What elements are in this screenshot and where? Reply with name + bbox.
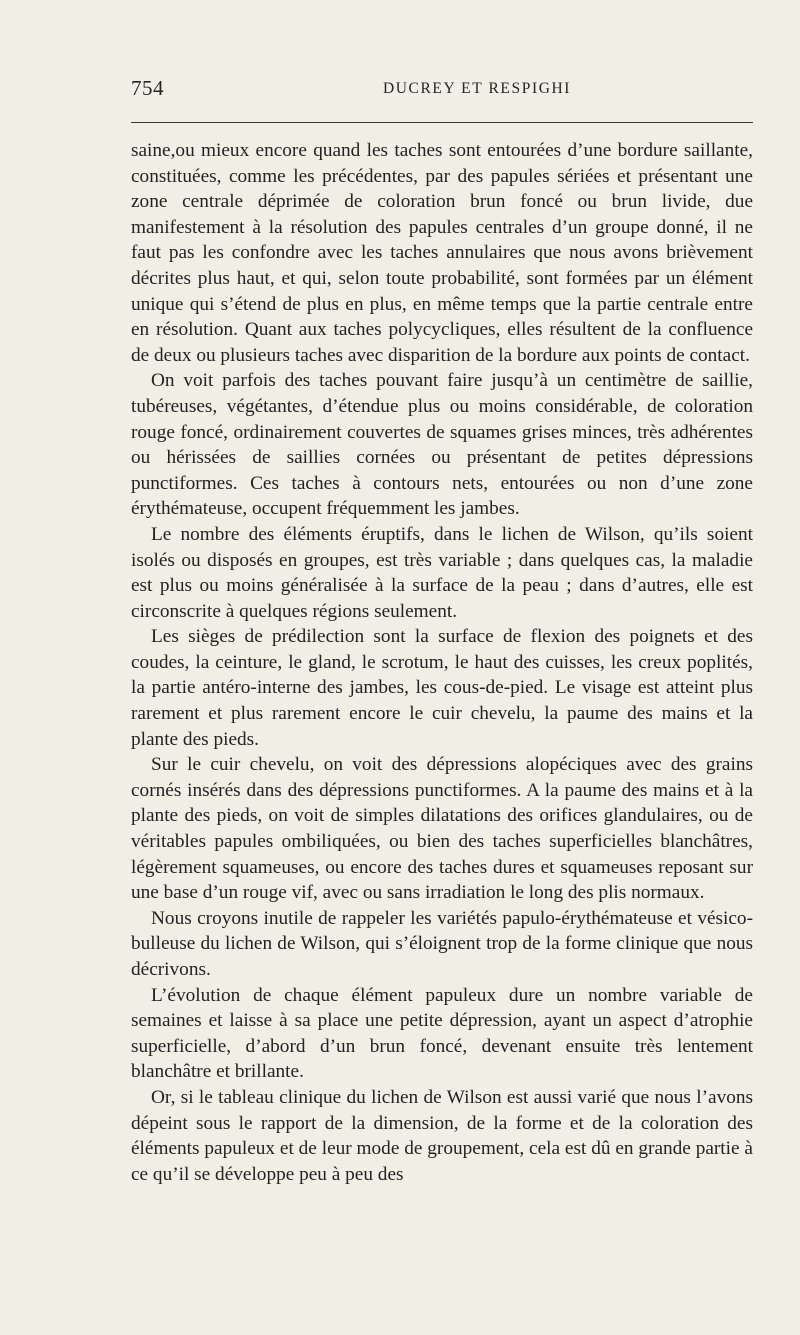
running-head: DUCREY ET RESPIGHI [382, 80, 572, 97]
paragraph: Or, si le tableau clinique du lichen de Wilson est aussi varié que nous l’avons dépeint sous le rapport de la dimension, de la forme et de la coloration des éléments papuleux et de leur mode de groupement, cela est dû en grande partie à ce qu’il se développe peu à peu des [131, 1086, 753, 1185]
page-number: 754 [131, 76, 164, 100]
paragraph: saine,ou mieux encore quand les taches sont entourées d’une bordure saillante, constituées, comme les précédentes, par des papules sériées et présentant une zone centrale déprimée de coloration brun foncé ou brun livide, due manifestement à la résolution des papules centrales d’un groupe donné, il ne faut pas les confondre avec les taches annulaires que nous avons brièvement décrites plus haut, et qui, selon toute probabilité, sont formées par un élément unique qui s’étend de plus en plus, en même temps que la partie centrale entre en résolution. Quant aux taches polycycliques, elles résultent de la confluence de deux ou plusieurs taches avec disparition de la bordure aux points de contact. [131, 140, 753, 366]
paragraph: Nous croyons inutile de rappeler les variétés papulo-érythémateuse et vésico-bulleuse du lichen de Wilson, qui s’éloignent trop de la forme clinique que nous décrivons. [131, 907, 753, 980]
body-text [131, 138, 753, 1187]
paragraph: L’évolution de chaque élément papuleux dure un nombre variable de semaines et laisse à sa place une petite dépression, ayant un aspect d’atrophie superficielle, d’abord d’un brun foncé, devenant ensuite très lentement blanchâtre et brillante. [131, 984, 753, 1083]
paragraph: On voit parfois des taches pouvant faire jusqu’à un centimètre de saillie, tubéreuses, végétantes, d’étendue plus ou moins considérable, de coloration rouge foncé, ordinairement couvertes de squames grises minces, très adhérentes ou hérissées de saillies cornées ou présentant de petites dépressions punctiformes. Ces taches à contours nets, entourées ou non d’une zone érythémateuse, occupent fréquemment les jambes. [131, 370, 753, 520]
header-rule [131, 122, 753, 123]
paragraph: Sur le cuir chevelu, on voit des dépressions alopéciques avec des grains cornés insérés dans des dépressions punctiformes. A la paume des mains et à la plante des pieds, on voit de simples dilatations des orifices glandulaires, ou de véritables papules ombiliquées, ou bien des taches superficielles blanchâtres, légèrement squameuses, ou encore des taches dures et squameuses reposant sur une base d’un rouge vif, avec ou sans irradiation le long des plis normaux. [131, 754, 753, 904]
page-header [131, 76, 753, 106]
paragraph: Les sièges de prédilection sont la surface de flexion des poignets et des coudes, la ceinture, le gland, le scrotum, le haut des cuisses, les creux poplités, la partie antéro-interne des jambes, les cous-de-pied. Le visage est atteint plus rarement et plus rarement encore le cuir chevelu, la paume des mains et la plante des pieds. [131, 626, 753, 750]
paragraph: Le nombre des éléments éruptifs, dans le lichen de Wilson, qu’ils soient isolés ou disposés en groupes, est très variable ; dans quelques cas, la maladie est plus ou moins généralisée à la surface de la peau ; dans d’autres, elle est circonscrite à quelques régions seulement. [131, 523, 753, 622]
